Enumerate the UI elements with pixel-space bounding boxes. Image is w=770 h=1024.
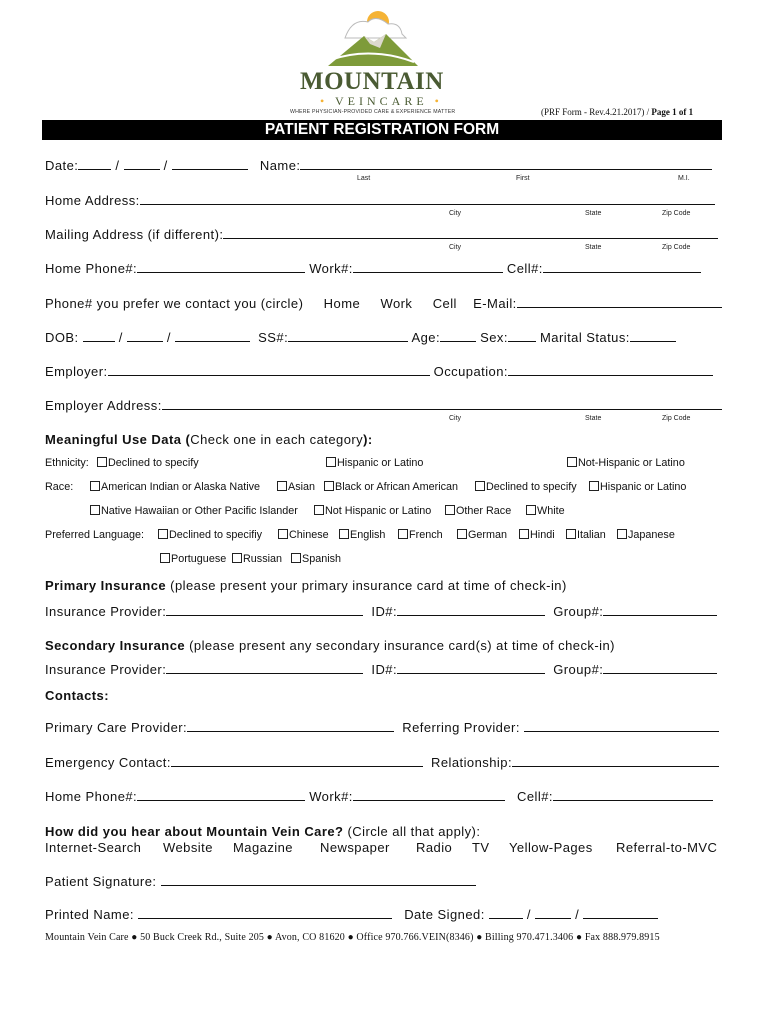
prefer-home-option[interactable]: Home [323, 296, 361, 311]
page-title: PATIENT REGISTRATION FORM [264, 121, 500, 138]
secondary-id-label: ID#: [371, 662, 398, 677]
caption-city: City [449, 244, 462, 251]
language-option-hindi[interactable] [519, 529, 555, 541]
mailing-address-label: Mailing Address (if different): [45, 227, 224, 242]
row-contact-phones [45, 789, 713, 804]
logo-word-mountain: MOUNTAIN [300, 68, 444, 95]
race-option-declined[interactable] [475, 481, 577, 493]
sex-field[interactable] [508, 330, 536, 342]
sex-label: Sex: [480, 330, 508, 345]
logo [290, 8, 460, 113]
race-option-not-hispanic[interactable] [314, 505, 431, 517]
hear-title: How did you hear about Mountain Vein Care? [45, 824, 344, 839]
option-label: German [468, 529, 508, 541]
contact-work-field[interactable] [353, 789, 505, 801]
home-address-label: Home Address: [45, 193, 140, 208]
caption-first: First [516, 175, 530, 182]
ethnicity-option-declined[interactable] [97, 457, 199, 469]
hear-option[interactable]: Website [163, 840, 213, 855]
language-option-declined[interactable] [158, 529, 262, 541]
contacts-title: Contacts: [45, 688, 109, 703]
hear-option[interactable]: Magazine [233, 840, 293, 855]
row-preferred-phone [45, 296, 722, 311]
option-label: White [537, 505, 565, 517]
primary-group-field[interactable] [603, 604, 717, 616]
name-field[interactable] [300, 158, 712, 170]
date-year-field[interactable] [172, 158, 248, 170]
checkbox-icon[interactable] [339, 529, 349, 539]
checkbox-icon[interactable] [567, 457, 577, 467]
caption-city: City [449, 210, 462, 217]
secondary-id-field[interactable] [397, 662, 545, 674]
hear-option[interactable]: Internet-Search [45, 840, 142, 855]
option-label: French [409, 529, 443, 541]
language-option-japanese[interactable] [617, 529, 675, 541]
hear-heading [45, 824, 480, 839]
prefer-cell-option[interactable]: Cell [432, 296, 457, 311]
logo-dot: • [320, 94, 329, 108]
checkbox-icon[interactable] [90, 505, 100, 515]
checkbox-icon[interactable] [278, 529, 288, 539]
ethnicity-label: Ethnicity: [45, 457, 89, 469]
date-signed-label: Date Signed: [404, 907, 485, 922]
checkbox-icon[interactable] [457, 529, 467, 539]
mailing-address-field[interactable] [223, 227, 718, 239]
prefer-label: Phone# you prefer we contact you (circle) [45, 296, 304, 311]
row-secondary-insurance [45, 662, 717, 677]
row-employer [45, 364, 713, 379]
checkbox-icon[interactable] [519, 529, 529, 539]
name-label: Name: [259, 158, 301, 173]
date-signed-sep-2: / [575, 907, 580, 922]
employer-address-field[interactable] [162, 398, 722, 410]
option-label: Other Race [456, 505, 512, 517]
row-dob [45, 330, 676, 345]
emergency-field[interactable] [171, 755, 423, 767]
logo-tagline: WHERE PHYSICIAN-PROVIDED CARE & EXPERIENCE MATTER [290, 109, 456, 115]
checkbox-icon[interactable] [326, 457, 336, 467]
row-providers [45, 720, 719, 735]
home-address-field[interactable] [140, 193, 715, 205]
work-phone-label: Work#: [309, 261, 353, 276]
checkbox-icon[interactable] [90, 481, 100, 491]
checkbox-icon[interactable] [97, 457, 107, 467]
relationship-field[interactable] [512, 755, 719, 767]
checkbox-icon[interactable] [291, 553, 301, 563]
checkbox-icon[interactable] [398, 529, 408, 539]
age-field[interactable] [440, 330, 476, 342]
row-date-name [45, 158, 712, 173]
age-label: Age: [411, 330, 441, 345]
contact-work-label: Work#: [309, 789, 353, 804]
form-revision [541, 107, 693, 117]
checkbox-icon[interactable] [475, 481, 485, 491]
option-label: Hindi [530, 529, 555, 541]
option-label: Hispanic or Latino [337, 457, 424, 469]
title-bar [42, 120, 722, 140]
primary-group-label: Group#: [553, 604, 604, 619]
option-label: Italian [577, 529, 606, 541]
hear-option[interactable]: Referral-to-MVC [616, 840, 718, 855]
option-label: American Indian or Alaska Native [101, 481, 261, 493]
language-option-spanish[interactable] [291, 553, 341, 565]
secondary-insurance-title: Secondary Insurance [45, 638, 186, 653]
caption-zip: Zip Code [662, 415, 691, 422]
checkbox-icon[interactable] [445, 505, 455, 515]
date-signed-year-field[interactable] [583, 907, 658, 919]
language-option-german[interactable] [457, 529, 507, 541]
secondary-group-label: Group#: [553, 662, 604, 677]
ethnicity-option-not-hispanic[interactable] [567, 457, 685, 469]
race-label: Race: [45, 481, 74, 493]
option-label: Portuguese [171, 553, 227, 565]
date-label: Date: [45, 158, 79, 173]
primary-id-label: ID#: [371, 604, 398, 619]
marital-field[interactable] [630, 330, 676, 342]
contact-cell-label: Cell#: [517, 789, 553, 804]
option-label: Declined to specify [108, 457, 199, 469]
ss-field[interactable] [288, 330, 408, 342]
caption-mi: M.I. [678, 175, 690, 182]
hear-note: (Circle all that apply): [343, 824, 481, 839]
primary-provider-field[interactable] [166, 604, 363, 616]
row-phones [45, 261, 701, 276]
secondary-provider-field[interactable] [166, 662, 363, 674]
checkbox-icon[interactable] [566, 529, 576, 539]
date-sep-2: / [163, 158, 168, 173]
meaningful-use-heading [45, 432, 373, 447]
option-label: Japanese [628, 529, 675, 541]
primary-provider-label: Insurance Provider: [45, 604, 167, 619]
race-option-native-hawaiian[interactable] [90, 505, 298, 517]
dob-month-field[interactable] [83, 330, 115, 342]
row-emergency [45, 755, 719, 770]
signature-field[interactable] [161, 874, 476, 886]
pcp-field[interactable] [187, 720, 394, 732]
occupation-label: Occupation: [433, 364, 508, 379]
language-option-italian[interactable] [566, 529, 606, 541]
referring-field[interactable] [524, 720, 719, 732]
language-option-chinese[interactable] [278, 529, 329, 541]
dob-label: DOB: [45, 330, 79, 345]
checkbox-icon[interactable] [324, 481, 334, 491]
cell-phone-label: Cell#: [506, 261, 543, 276]
pcp-label: Primary Care Provider: [45, 720, 188, 735]
email-field[interactable] [517, 296, 722, 308]
date-sep-1: / [115, 158, 120, 173]
mountain-logo-icon [290, 8, 460, 70]
row-mailing-address [45, 227, 718, 242]
race-option-white[interactable] [526, 505, 565, 517]
occupation-field[interactable] [508, 364, 713, 376]
hear-option[interactable]: TV [472, 840, 490, 855]
caption-state: State [585, 244, 602, 251]
logo-word-veincare [320, 94, 443, 109]
caption-last: Last [357, 175, 371, 182]
race-option-other[interactable] [445, 505, 511, 517]
checkbox-icon[interactable] [526, 505, 536, 515]
meaningful-heading-start: Meaningful Use Data ( [45, 432, 191, 447]
printed-name-field[interactable] [138, 907, 392, 919]
employer-address-label: Employer Address: [45, 398, 162, 413]
language-label: Preferred Language: [45, 529, 145, 541]
email-label: E-Mail: [473, 296, 517, 311]
option-label: Native Hawaiian or Other Pacific Islander [101, 505, 298, 517]
dob-sep-1: / [118, 330, 123, 345]
race-option-hispanic[interactable] [589, 481, 686, 493]
hear-option[interactable]: Radio [416, 840, 453, 855]
option-label: Declined to specify [486, 481, 577, 493]
race-option-american-indian[interactable] [90, 481, 260, 493]
option-label: Declined to specifiy [169, 529, 263, 541]
row-home-address [45, 193, 715, 208]
date-signed-day-field[interactable] [535, 907, 571, 919]
caption-zip: Zip Code [662, 244, 691, 251]
race-option-black[interactable] [324, 481, 458, 493]
caption-state: State [585, 210, 602, 217]
footer-contact-info: Mountain Vein Care ● 50 Buck Creek Rd., Suite 205 ● Avon, CO 81620 ● Office 970.766.VEIN(8346) ● Billing 970.471.3406 ● Fax 888.979.8915 [45, 932, 660, 943]
contact-home-label: Home Phone#: [45, 789, 138, 804]
language-option-english[interactable] [339, 529, 385, 541]
page-number: Page 1 of 1 [651, 107, 694, 117]
primary-id-field[interactable] [397, 604, 545, 616]
dob-sep-2: / [166, 330, 171, 345]
date-signed-sep-1: / [526, 907, 531, 922]
primary-insurance-note: (please present your primary insurance card at time of check-in) [166, 578, 567, 593]
work-phone-field[interactable] [353, 261, 503, 273]
contacts-heading [45, 688, 109, 703]
option-label: English [350, 529, 386, 541]
dob-day-field[interactable] [127, 330, 163, 342]
employer-label: Employer: [45, 364, 108, 379]
date-day-field[interactable] [124, 158, 160, 170]
contact-home-field[interactable] [137, 789, 305, 801]
prefer-work-option[interactable]: Work [380, 296, 413, 311]
race-option-asian[interactable] [277, 481, 315, 493]
date-signed-month-field[interactable] [489, 907, 523, 919]
marital-label: Marital Status: [540, 330, 630, 345]
language-option-russian[interactable] [232, 553, 282, 565]
option-label: Black or African American [335, 481, 459, 493]
row-signature [45, 874, 476, 889]
logo-dot-2: • [434, 94, 443, 108]
option-label: Not-Hispanic or Latino [578, 457, 685, 469]
language-option-portuguese[interactable] [160, 553, 226, 565]
option-label: Not Hispanic or Latino [325, 505, 432, 517]
row-printed-name [45, 907, 658, 922]
signature-label: Patient Signature: [45, 874, 157, 889]
checkbox-icon[interactable] [232, 553, 242, 563]
printed-name-label: Printed Name: [45, 907, 134, 922]
home-phone-field[interactable] [137, 261, 305, 273]
checkbox-icon[interactable] [589, 481, 599, 491]
meaningful-heading-mid: Check one in each category [190, 432, 364, 447]
hear-option[interactable]: Yellow-Pages [509, 840, 593, 855]
option-label: Hispanic or Latino [600, 481, 687, 493]
employer-field[interactable] [108, 364, 430, 376]
row-primary-insurance [45, 604, 717, 619]
option-label: Russian [243, 553, 283, 565]
row-employer-address [45, 398, 722, 413]
checkbox-icon[interactable] [277, 481, 287, 491]
relationship-label: Relationship: [431, 755, 513, 770]
secondary-insurance-heading [45, 638, 615, 653]
emergency-label: Emergency Contact: [45, 755, 171, 770]
primary-insurance-heading [45, 578, 567, 593]
checkbox-icon[interactable] [314, 505, 324, 515]
checkbox-icon[interactable] [617, 529, 627, 539]
primary-insurance-title: Primary Insurance [45, 578, 167, 593]
date-month-field[interactable] [78, 158, 111, 170]
caption-state: State [585, 415, 602, 422]
caption-city: City [449, 415, 462, 422]
option-label: Asian [288, 481, 316, 493]
form-rev-text: (PRF Form - Rev.4.21.2017) / [541, 107, 652, 117]
meaningful-heading-end: ): [363, 432, 373, 447]
logo-word2: VEINCARE [335, 94, 428, 108]
language-option-french[interactable] [398, 529, 443, 541]
home-phone-label: Home Phone#: [45, 261, 138, 276]
ss-label: SS#: [258, 330, 289, 345]
cell-phone-field[interactable] [543, 261, 701, 273]
checkbox-icon[interactable] [160, 553, 170, 563]
ethnicity-option-hispanic[interactable] [326, 457, 423, 469]
secondary-provider-label: Insurance Provider: [45, 662, 167, 677]
secondary-insurance-note: (please present any secondary insurance card(s) at time of check-in) [185, 638, 615, 653]
option-label: Chinese [289, 529, 329, 541]
hear-option[interactable]: Newspaper [320, 840, 390, 855]
dob-year-field[interactable] [175, 330, 250, 342]
referring-label: Referring Provider: [402, 720, 520, 735]
contact-cell-field[interactable] [553, 789, 713, 801]
option-label: Spanish [302, 553, 342, 565]
secondary-group-field[interactable] [603, 662, 717, 674]
caption-zip: Zip Code [662, 210, 691, 217]
checkbox-icon[interactable] [158, 529, 168, 539]
